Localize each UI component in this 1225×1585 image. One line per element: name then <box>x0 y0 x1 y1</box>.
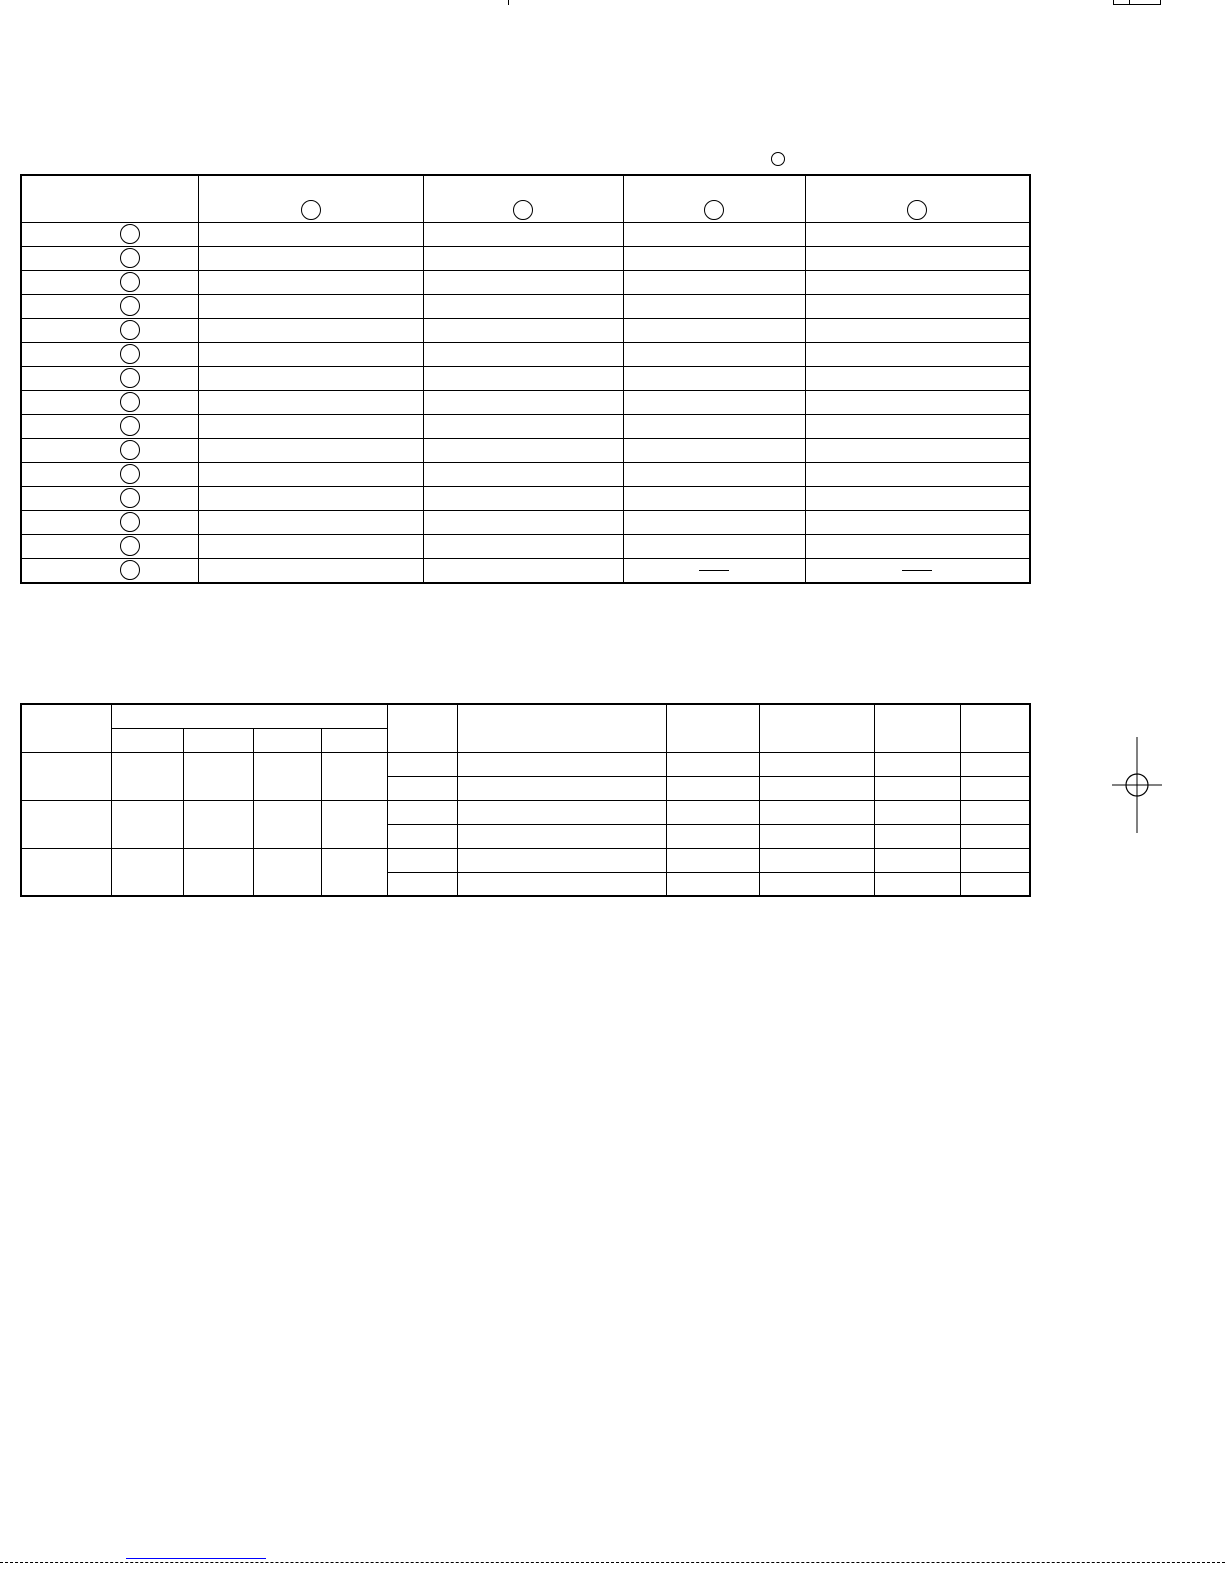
parts-table-cell <box>805 534 1030 558</box>
parts-table-row <box>21 222 1030 246</box>
row-marker-cell <box>21 366 198 390</box>
spec-cell <box>759 824 874 848</box>
parts-table-cell <box>423 558 623 583</box>
parts-table-cell <box>198 414 423 438</box>
spec-merged-cell <box>111 848 183 896</box>
row-marker-cell <box>21 246 198 270</box>
spec-cell <box>759 800 874 824</box>
parts-table-cell <box>423 390 623 414</box>
parts-table-cell <box>198 510 423 534</box>
parts-table-cell <box>623 438 805 462</box>
spec-cell <box>457 800 666 824</box>
header-cell-4 <box>805 175 1030 222</box>
parts-table-cell <box>423 510 623 534</box>
row-marker-cell <box>21 534 198 558</box>
parts-table-row <box>21 534 1030 558</box>
parts-table-cell <box>198 462 423 486</box>
parts-table-cell <box>623 222 805 246</box>
parts-table-row <box>21 438 1030 462</box>
circle-marker-icon <box>120 488 140 508</box>
footer-link-underline[interactable] <box>126 1558 266 1559</box>
spec-header-cell <box>960 704 1030 752</box>
row-marker-cell <box>21 558 198 583</box>
row-marker-cell <box>21 510 198 534</box>
spec-table <box>20 703 1031 897</box>
top-right-corner-divider <box>1129 0 1130 5</box>
spec-header-cell <box>666 704 759 752</box>
parts-table-row <box>21 486 1030 510</box>
spec-cell <box>666 776 759 800</box>
parts-table-cell <box>423 222 623 246</box>
parts-table-cell <box>423 414 623 438</box>
spec-merged-cell <box>21 752 111 800</box>
header-cell-3 <box>623 175 805 222</box>
circle-marker-icon <box>120 416 140 436</box>
spec-subheader-cell <box>321 728 387 752</box>
parts-table-cell <box>198 558 423 583</box>
circle-marker-icon <box>513 200 533 220</box>
spec-cell <box>457 848 666 872</box>
parts-table-row <box>21 558 1030 583</box>
spec-cell <box>759 872 874 896</box>
parts-table-row <box>21 414 1030 438</box>
parts-table-row <box>21 294 1030 318</box>
circle-marker-icon <box>120 224 140 244</box>
row-marker-cell <box>21 486 198 510</box>
spec-merged-cell <box>253 800 321 848</box>
spec-cell <box>874 848 960 872</box>
header-cell-2 <box>423 175 623 222</box>
spec-cell <box>387 752 457 776</box>
spec-merged-cell <box>183 800 253 848</box>
spec-header-cell <box>874 704 960 752</box>
parts-table-cell <box>198 318 423 342</box>
parts-table-row <box>21 342 1030 366</box>
spec-merged-cell <box>111 752 183 800</box>
parts-table-cell <box>805 270 1030 294</box>
spec-merged-cell <box>183 848 253 896</box>
spec-cell <box>457 776 666 800</box>
parts-table-row <box>21 390 1030 414</box>
parts-table-cell <box>623 246 805 270</box>
spec-cell <box>874 800 960 824</box>
parts-table-cell <box>623 534 805 558</box>
parts-table-row <box>21 318 1030 342</box>
crosshair-registration-icon <box>1112 737 1162 833</box>
row-marker-cell <box>21 222 198 246</box>
circle-marker-icon <box>120 464 140 484</box>
top-center-tick <box>508 0 509 5</box>
parts-table-cell <box>623 366 805 390</box>
circle-marker-icon <box>301 200 321 220</box>
spec-cell <box>387 872 457 896</box>
parts-table <box>20 174 1031 584</box>
parts-table-cell <box>623 486 805 510</box>
spec-cell <box>874 824 960 848</box>
spec-merged-cell <box>253 848 321 896</box>
row-marker-cell <box>21 294 198 318</box>
parts-table-cell <box>805 438 1030 462</box>
parts-table-cell <box>805 342 1030 366</box>
parts-table-body <box>21 222 1030 583</box>
parts-table-row <box>21 366 1030 390</box>
spec-cell <box>457 824 666 848</box>
spec-cell <box>960 848 1030 872</box>
parts-table-cell <box>805 294 1030 318</box>
note-circle-marker-icon <box>771 152 785 166</box>
spec-cell <box>960 872 1030 896</box>
spec-cell <box>960 752 1030 776</box>
dash-mark-icon <box>699 570 729 571</box>
spec-cell <box>874 872 960 896</box>
spec-header-group-cell <box>111 704 387 728</box>
circle-marker-icon <box>120 512 140 532</box>
spec-cell <box>457 752 666 776</box>
spec-header-cell <box>387 704 457 752</box>
spec-cell <box>759 848 874 872</box>
spec-table-row <box>21 752 1030 776</box>
parts-table-cell <box>805 414 1030 438</box>
spec-cell <box>874 752 960 776</box>
row-marker-cell <box>21 270 198 294</box>
parts-table-cell <box>198 438 423 462</box>
top-right-corner-box <box>1113 0 1161 5</box>
circle-marker-icon <box>120 368 140 388</box>
parts-table-cell <box>423 534 623 558</box>
parts-table-cell <box>623 294 805 318</box>
circle-marker-icon <box>120 272 140 292</box>
circle-marker-icon <box>120 392 140 412</box>
parts-table-cell <box>198 246 423 270</box>
spec-merged-cell <box>21 848 111 896</box>
parts-table-cell <box>805 318 1030 342</box>
spec-merged-cell <box>111 800 183 848</box>
spec-cell <box>960 776 1030 800</box>
spec-header-cell <box>457 704 666 752</box>
parts-table-cell <box>423 246 623 270</box>
spec-cell <box>666 848 759 872</box>
parts-table-cell <box>423 438 623 462</box>
parts-table-cell <box>805 510 1030 534</box>
row-marker-cell <box>21 342 198 366</box>
parts-table-cell <box>198 342 423 366</box>
parts-table-cell <box>623 318 805 342</box>
circle-marker-icon <box>907 200 927 220</box>
parts-table-cell <box>805 222 1030 246</box>
parts-table-row <box>21 270 1030 294</box>
spec-cell <box>387 800 457 824</box>
spec-cell <box>874 776 960 800</box>
spec-merged-cell <box>321 752 387 800</box>
circle-marker-icon <box>120 344 140 364</box>
parts-table-cell <box>198 486 423 510</box>
parts-table-cell <box>623 558 805 583</box>
parts-table-row <box>21 246 1030 270</box>
parts-table-cell <box>423 294 623 318</box>
spec-subheader-cell <box>183 728 253 752</box>
spec-table-row <box>21 800 1030 824</box>
circle-marker-icon <box>120 536 140 556</box>
spec-cell <box>759 776 874 800</box>
parts-table-cell <box>423 270 623 294</box>
parts-table-cell <box>623 462 805 486</box>
spec-cell <box>960 800 1030 824</box>
spec-cell <box>759 752 874 776</box>
parts-table-cell <box>805 390 1030 414</box>
parts-table-cell <box>423 486 623 510</box>
spec-merged-cell <box>253 752 321 800</box>
parts-table-cell <box>198 294 423 318</box>
spec-header-cell <box>759 704 874 752</box>
spec-header-cell <box>21 704 111 752</box>
row-marker-cell <box>21 414 198 438</box>
spec-cell <box>666 752 759 776</box>
parts-table-cell <box>623 270 805 294</box>
parts-table-cell <box>423 318 623 342</box>
spec-cell <box>387 848 457 872</box>
parts-table-cell <box>805 462 1030 486</box>
spec-merged-cell <box>183 752 253 800</box>
spec-cell <box>960 824 1030 848</box>
parts-table-row <box>21 510 1030 534</box>
spec-cell <box>387 776 457 800</box>
circle-marker-icon <box>120 320 140 340</box>
spec-cell <box>457 872 666 896</box>
parts-table-cell <box>623 390 805 414</box>
row-marker-cell <box>21 438 198 462</box>
circle-marker-icon <box>120 560 140 580</box>
parts-table-cell <box>623 414 805 438</box>
row-marker-cell <box>21 390 198 414</box>
dash-mark-icon <box>902 570 932 571</box>
circle-marker-icon <box>120 440 140 460</box>
parts-table-cell <box>805 558 1030 583</box>
spec-table-row <box>21 848 1030 872</box>
row-marker-cell <box>21 318 198 342</box>
row-marker-cell <box>21 462 198 486</box>
spec-table-header-row-1 <box>21 704 1030 728</box>
parts-table-cell <box>805 366 1030 390</box>
parts-table-cell <box>198 222 423 246</box>
spec-merged-cell <box>21 800 111 848</box>
parts-table-cell <box>805 246 1030 270</box>
spec-merged-cell <box>321 848 387 896</box>
parts-table-cell <box>198 270 423 294</box>
footer-dashed-rule <box>0 1562 1225 1563</box>
spec-cell <box>387 824 457 848</box>
parts-table-cell <box>805 486 1030 510</box>
parts-table-cell <box>198 390 423 414</box>
parts-table-cell <box>198 366 423 390</box>
spec-cell <box>666 824 759 848</box>
parts-table-cell <box>623 342 805 366</box>
parts-table-header <box>21 175 1030 222</box>
parts-table-row <box>21 462 1030 486</box>
spec-subheader-cell <box>253 728 321 752</box>
spec-subheader-cell <box>111 728 183 752</box>
spec-table-body <box>21 752 1030 896</box>
spec-cell <box>666 872 759 896</box>
parts-table-cell <box>198 534 423 558</box>
parts-table-cell <box>623 510 805 534</box>
parts-table-cell <box>423 342 623 366</box>
spec-merged-cell <box>321 800 387 848</box>
circle-marker-icon <box>704 200 724 220</box>
header-cell-1 <box>198 175 423 222</box>
circle-marker-icon <box>120 248 140 268</box>
header-cell-0 <box>21 175 198 222</box>
parts-table-cell <box>423 366 623 390</box>
circle-marker-icon <box>120 296 140 316</box>
parts-table-cell <box>423 462 623 486</box>
spec-cell <box>666 800 759 824</box>
